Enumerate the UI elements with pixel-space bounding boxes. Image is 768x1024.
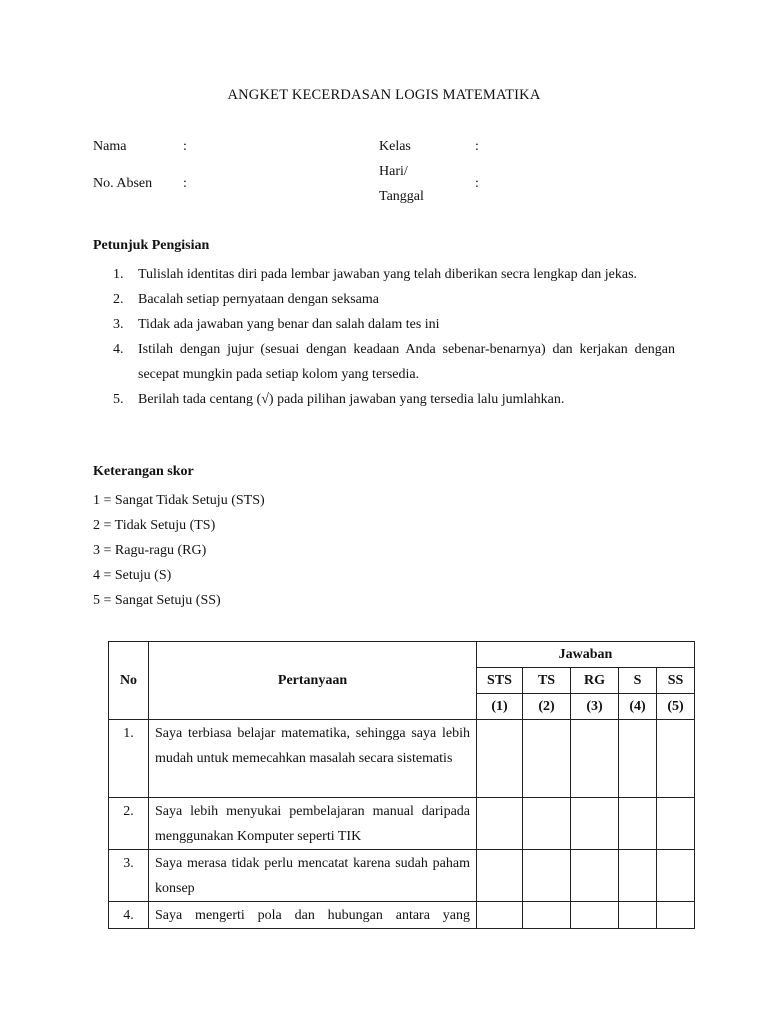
score-item: 2 = Tidak Setuju (TS) bbox=[93, 518, 216, 533]
instruction-text: Tidak ada jawaban yang benar dan salah dalam tes ini bbox=[138, 317, 440, 332]
page-title: ANGKET KECERDASAN LOGIS MATEMATIKA bbox=[227, 87, 541, 103]
table-row bbox=[109, 720, 695, 798]
score-item: 4 = Setuju (S) bbox=[93, 568, 172, 583]
answer-cell-ts[interactable] bbox=[523, 902, 571, 929]
tanggal-colon: : bbox=[475, 176, 479, 191]
instruction-text: Berilah tada centang (√) pada pilihan jawaban yang tersedia lalu jumlahkan. bbox=[138, 392, 565, 407]
row-number: 3. bbox=[109, 850, 149, 902]
score-item: 3 = Ragu-ragu (RG) bbox=[93, 543, 207, 558]
answer-cell-s[interactable] bbox=[619, 902, 657, 929]
option-code-ts: TS bbox=[523, 668, 571, 694]
table-row bbox=[109, 850, 695, 902]
instruction-number: 1. bbox=[113, 267, 124, 282]
option-code-rg: RG bbox=[571, 668, 619, 694]
option-value-5: (5) bbox=[657, 694, 695, 720]
kelas-label: Kelas bbox=[379, 139, 411, 154]
header-question: Pertanyaan bbox=[149, 642, 477, 720]
instruction-item bbox=[93, 387, 675, 412]
row-number: 1. bbox=[109, 720, 149, 798]
option-value-1: (1) bbox=[477, 694, 523, 720]
option-code-ss: SS bbox=[657, 668, 695, 694]
name-colon: : bbox=[183, 139, 187, 154]
answer-cell-rg[interactable] bbox=[571, 798, 619, 850]
row-question: Saya mengerti pola dan hubungan antara yang bbox=[149, 902, 477, 929]
absen-colon: : bbox=[183, 176, 187, 191]
answer-cell-rg[interactable] bbox=[571, 720, 619, 798]
instruction-text: Tulislah identitas diri pada lembar jawaban yang telah diberikan secra lengkap dan jekas. bbox=[138, 267, 638, 282]
instructions-list bbox=[93, 262, 675, 412]
answer-cell-ss[interactable] bbox=[657, 850, 695, 902]
kelas-colon: : bbox=[475, 139, 479, 154]
option-code-s: S bbox=[619, 668, 657, 694]
instruction-text: Bacalah setiap pernyataan dengan seksama bbox=[138, 292, 380, 307]
option-code-sts: STS bbox=[477, 668, 523, 694]
absen-label: No. Absen bbox=[93, 176, 153, 191]
answer-cell-sts[interactable] bbox=[477, 850, 523, 902]
answer-cell-ss[interactable] bbox=[657, 720, 695, 798]
name-label: Nama bbox=[93, 139, 127, 154]
instruction-number: 3. bbox=[113, 317, 124, 332]
header-answer: Jawaban bbox=[477, 642, 695, 668]
answer-cell-rg[interactable] bbox=[571, 850, 619, 902]
table-row bbox=[109, 902, 695, 929]
hari-label: Hari/ bbox=[379, 164, 408, 179]
answer-cell-ts[interactable] bbox=[523, 798, 571, 850]
instruction-item bbox=[93, 337, 675, 387]
score-item: 5 = Sangat Setuju (SS) bbox=[93, 593, 221, 608]
option-value-4: (4) bbox=[619, 694, 657, 720]
answer-cell-sts[interactable] bbox=[477, 902, 523, 929]
score-heading: Keterangan skor bbox=[93, 464, 194, 479]
answer-cell-rg[interactable] bbox=[571, 902, 619, 929]
instruction-item bbox=[93, 262, 675, 287]
row-question: Saya terbiasa belajar matematika, sehingga saya lebih mudah untuk memecahkan masalah secara sistematis bbox=[149, 720, 477, 798]
instruction-item bbox=[93, 312, 675, 337]
answer-cell-ss[interactable] bbox=[657, 798, 695, 850]
header-no: No bbox=[109, 642, 149, 720]
instructions-heading: Petunjuk Pengisian bbox=[93, 238, 210, 253]
answer-cell-ts[interactable] bbox=[523, 720, 571, 798]
answer-cell-s[interactable] bbox=[619, 720, 657, 798]
row-question: Saya lebih menyukai pembelajaran manual daripada menggunakan Komputer seperti TIK bbox=[149, 798, 477, 850]
instruction-number: 2. bbox=[113, 292, 124, 307]
instruction-number: 4. bbox=[113, 342, 124, 357]
score-list bbox=[93, 488, 265, 613]
answer-cell-sts[interactable] bbox=[477, 720, 523, 798]
tanggal-label: Tanggal bbox=[379, 189, 424, 204]
instruction-text: Istilah dengan jujur (sesuai dengan keadaan Anda sebenar-benarnya) dan kerjakan dengan secepat mungkin pada setiap kolom yang tersedia. bbox=[138, 342, 675, 382]
table-row bbox=[109, 798, 695, 850]
row-number: 2. bbox=[109, 798, 149, 850]
option-value-3: (3) bbox=[571, 694, 619, 720]
answer-cell-ss[interactable] bbox=[657, 902, 695, 929]
instruction-item bbox=[93, 287, 675, 312]
row-number: 4. bbox=[109, 902, 149, 929]
answer-cell-s[interactable] bbox=[619, 850, 657, 902]
answer-cell-sts[interactable] bbox=[477, 798, 523, 850]
option-value-2: (2) bbox=[523, 694, 571, 720]
row-question: Saya merasa tidak perlu mencatat karena sudah paham konsep bbox=[149, 850, 477, 902]
answer-cell-s[interactable] bbox=[619, 798, 657, 850]
answer-cell-ts[interactable] bbox=[523, 850, 571, 902]
score-item: 1 = Sangat Tidak Setuju (STS) bbox=[93, 493, 265, 508]
instruction-number: 5. bbox=[113, 392, 124, 407]
questionnaire-table bbox=[108, 641, 695, 929]
